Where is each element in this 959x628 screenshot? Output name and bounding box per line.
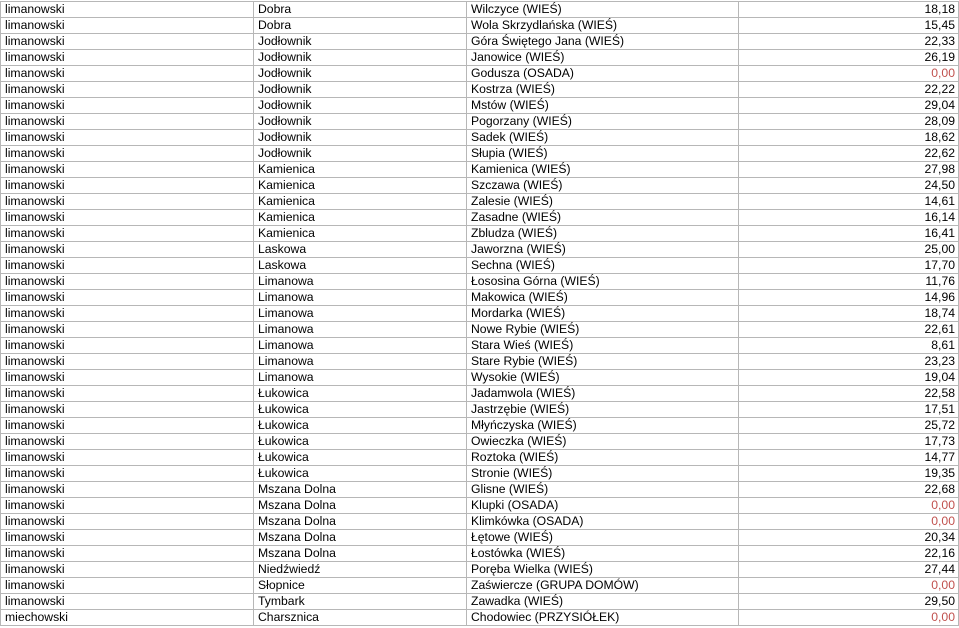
cell-wartosc: 11,76: [739, 274, 959, 290]
cell-powiat: limanowski: [1, 354, 254, 370]
cell-miejscowosc: Klimkówka (OSADA): [467, 514, 739, 530]
cell-wartosc: 22,16: [739, 546, 959, 562]
table-row: [1, 466, 959, 482]
cell-miejscowosc: Wola Skrzydlańska (WIEŚ): [467, 18, 739, 34]
cell-wartosc: 28,09: [739, 114, 959, 130]
table-row: [1, 146, 959, 162]
cell-gmina: Łukowica: [254, 386, 467, 402]
cell-miejscowosc: Szczawa (WIEŚ): [467, 178, 739, 194]
cell-gmina: Jodłownik: [254, 114, 467, 130]
cell-gmina: Jodłownik: [254, 98, 467, 114]
table-row: [1, 50, 959, 66]
cell-gmina: Limanowa: [254, 338, 467, 354]
cell-wartosc: 19,04: [739, 370, 959, 386]
cell-gmina: Mszana Dolna: [254, 514, 467, 530]
cell-powiat: limanowski: [1, 258, 254, 274]
cell-miejscowosc: Zaświercze (GRUPA DOMÓW): [467, 578, 739, 594]
cell-wartosc: 0,00: [739, 498, 959, 514]
cell-miejscowosc: Młyńczyska (WIEŚ): [467, 418, 739, 434]
cell-wartosc: 18,62: [739, 130, 959, 146]
cell-wartosc: 25,72: [739, 418, 959, 434]
cell-wartosc: 8,61: [739, 338, 959, 354]
cell-wartosc: 27,98: [739, 162, 959, 178]
cell-wartosc: 22,33: [739, 34, 959, 50]
cell-powiat: limanowski: [1, 498, 254, 514]
cell-miejscowosc: Roztoka (WIEŚ): [467, 450, 739, 466]
cell-wartosc: 26,19: [739, 50, 959, 66]
cell-wartosc: 17,51: [739, 402, 959, 418]
cell-wartosc: 18,74: [739, 306, 959, 322]
cell-miejscowosc: Mstów (WIEŚ): [467, 98, 739, 114]
cell-gmina: Limanowa: [254, 370, 467, 386]
cell-gmina: Kamienica: [254, 162, 467, 178]
cell-powiat: limanowski: [1, 210, 254, 226]
table-row: [1, 610, 959, 626]
table-row: [1, 178, 959, 194]
cell-gmina: Dobra: [254, 2, 467, 18]
cell-gmina: Jodłownik: [254, 130, 467, 146]
cell-powiat: limanowski: [1, 594, 254, 610]
cell-wartosc: 15,45: [739, 18, 959, 34]
cell-miejscowosc: Łostówka (WIEŚ): [467, 546, 739, 562]
cell-miejscowosc: Poręba Wielka (WIEŚ): [467, 562, 739, 578]
cell-powiat: limanowski: [1, 194, 254, 210]
cell-gmina: Tymbark: [254, 594, 467, 610]
cell-gmina: Limanowa: [254, 354, 467, 370]
cell-wartosc: 29,50: [739, 594, 959, 610]
cell-powiat: limanowski: [1, 514, 254, 530]
table-row: [1, 290, 959, 306]
cell-miejscowosc: Góra Świętego Jana (WIEŚ): [467, 34, 739, 50]
table-row: [1, 210, 959, 226]
table-row: [1, 130, 959, 146]
cell-gmina: Jodłownik: [254, 34, 467, 50]
cell-wartosc: 20,34: [739, 530, 959, 546]
table-row: [1, 338, 959, 354]
cell-wartosc: 25,00: [739, 242, 959, 258]
table-row: [1, 226, 959, 242]
table-row: [1, 66, 959, 82]
cell-gmina: Kamienica: [254, 178, 467, 194]
table-row: [1, 514, 959, 530]
cell-wartosc: 22,22: [739, 82, 959, 98]
table-row: [1, 258, 959, 274]
cell-wartosc: 0,00: [739, 610, 959, 626]
cell-miejscowosc: Łętowe (WIEŚ): [467, 530, 739, 546]
cell-powiat: limanowski: [1, 18, 254, 34]
cell-wartosc: 16,14: [739, 210, 959, 226]
cell-miejscowosc: Wilczyce (WIEŚ): [467, 2, 739, 18]
cell-powiat: limanowski: [1, 546, 254, 562]
cell-gmina: Mszana Dolna: [254, 546, 467, 562]
cell-miejscowosc: Kostrza (WIEŚ): [467, 82, 739, 98]
table-row: [1, 18, 959, 34]
cell-wartosc: 27,44: [739, 562, 959, 578]
cell-powiat: limanowski: [1, 418, 254, 434]
cell-powiat: limanowski: [1, 402, 254, 418]
cell-powiat: limanowski: [1, 130, 254, 146]
cell-gmina: Mszana Dolna: [254, 498, 467, 514]
cell-gmina: Limanowa: [254, 290, 467, 306]
table-row: [1, 370, 959, 386]
cell-powiat: limanowski: [1, 2, 254, 18]
cell-miejscowosc: Godusza (OSADA): [467, 66, 739, 82]
cell-powiat: limanowski: [1, 50, 254, 66]
cell-miejscowosc: Mordarka (WIEŚ): [467, 306, 739, 322]
cell-powiat: limanowski: [1, 274, 254, 290]
cell-gmina: Jodłownik: [254, 50, 467, 66]
table-row: [1, 306, 959, 322]
cell-wartosc: 29,04: [739, 98, 959, 114]
cell-powiat: limanowski: [1, 466, 254, 482]
cell-powiat: limanowski: [1, 562, 254, 578]
cell-powiat: limanowski: [1, 146, 254, 162]
cell-powiat: limanowski: [1, 434, 254, 450]
cell-powiat: limanowski: [1, 98, 254, 114]
table-row: [1, 530, 959, 546]
cell-wartosc: 18,18: [739, 2, 959, 18]
cell-wartosc: 22,62: [739, 146, 959, 162]
cell-powiat: limanowski: [1, 226, 254, 242]
cell-gmina: Limanowa: [254, 274, 467, 290]
cell-powiat: miechowski: [1, 610, 254, 626]
cell-miejscowosc: Owieczka (WIEŚ): [467, 434, 739, 450]
cell-gmina: Łukowica: [254, 418, 467, 434]
cell-wartosc: 17,73: [739, 434, 959, 450]
cell-miejscowosc: Łososina Górna (WIEŚ): [467, 274, 739, 290]
cell-powiat: limanowski: [1, 34, 254, 50]
cell-wartosc: 14,96: [739, 290, 959, 306]
cell-miejscowosc: Jadamwola (WIEŚ): [467, 386, 739, 402]
cell-wartosc: 22,68: [739, 482, 959, 498]
cell-gmina: Limanowa: [254, 306, 467, 322]
cell-miejscowosc: Sadek (WIEŚ): [467, 130, 739, 146]
cell-miejscowosc: Jaworzna (WIEŚ): [467, 242, 739, 258]
cell-gmina: Łukowica: [254, 450, 467, 466]
cell-miejscowosc: Janowice (WIEŚ): [467, 50, 739, 66]
table-row: [1, 578, 959, 594]
cell-wartosc: 17,70: [739, 258, 959, 274]
table-row: [1, 274, 959, 290]
table-row: [1, 594, 959, 610]
cell-powiat: limanowski: [1, 322, 254, 338]
table-row: [1, 322, 959, 338]
cell-miejscowosc: Klupki (OSADA): [467, 498, 739, 514]
cell-miejscowosc: Glisne (WIEŚ): [467, 482, 739, 498]
table-row: [1, 82, 959, 98]
cell-powiat: limanowski: [1, 450, 254, 466]
table-row: [1, 386, 959, 402]
table-row: [1, 434, 959, 450]
cell-miejscowosc: Słupia (WIEŚ): [467, 146, 739, 162]
cell-powiat: limanowski: [1, 290, 254, 306]
cell-powiat: limanowski: [1, 306, 254, 322]
cell-miejscowosc: Zalesie (WIEŚ): [467, 194, 739, 210]
cell-wartosc: 22,61: [739, 322, 959, 338]
cell-miejscowosc: Nowe Rybie (WIEŚ): [467, 322, 739, 338]
table-row: [1, 114, 959, 130]
cell-gmina: Jodłownik: [254, 82, 467, 98]
cell-powiat: limanowski: [1, 242, 254, 258]
cell-powiat: limanowski: [1, 578, 254, 594]
cell-gmina: Kamienica: [254, 210, 467, 226]
cell-gmina: Laskowa: [254, 242, 467, 258]
cell-gmina: Kamienica: [254, 194, 467, 210]
cell-powiat: limanowski: [1, 66, 254, 82]
cell-gmina: Niedźwiedź: [254, 562, 467, 578]
cell-wartosc: 22,58: [739, 386, 959, 402]
cell-gmina: Jodłownik: [254, 66, 467, 82]
cell-wartosc: 0,00: [739, 578, 959, 594]
cell-gmina: Laskowa: [254, 258, 467, 274]
cell-wartosc: 14,61: [739, 194, 959, 210]
cell-gmina: Jodłownik: [254, 146, 467, 162]
cell-wartosc: 0,00: [739, 514, 959, 530]
cell-miejscowosc: Stronie (WIEŚ): [467, 466, 739, 482]
cell-powiat: limanowski: [1, 162, 254, 178]
cell-wartosc: 19,35: [739, 466, 959, 482]
table-body: [1, 2, 959, 626]
table-row: [1, 162, 959, 178]
cell-gmina: Limanowa: [254, 322, 467, 338]
cell-wartosc: 0,00: [739, 66, 959, 82]
cell-gmina: Łukowica: [254, 466, 467, 482]
table-row: [1, 546, 959, 562]
cell-miejscowosc: Pogorzany (WIEŚ): [467, 114, 739, 130]
cell-miejscowosc: Zbludza (WIEŚ): [467, 226, 739, 242]
cell-wartosc: 24,50: [739, 178, 959, 194]
data-table: [0, 1, 959, 626]
table-row: [1, 354, 959, 370]
cell-gmina: Kamienica: [254, 226, 467, 242]
cell-powiat: limanowski: [1, 82, 254, 98]
cell-powiat: limanowski: [1, 178, 254, 194]
table-row: [1, 498, 959, 514]
cell-miejscowosc: Jastrzębie (WIEŚ): [467, 402, 739, 418]
cell-miejscowosc: Kamienica (WIEŚ): [467, 162, 739, 178]
cell-wartosc: 23,23: [739, 354, 959, 370]
table-row: [1, 482, 959, 498]
cell-powiat: limanowski: [1, 114, 254, 130]
table-row: [1, 242, 959, 258]
cell-powiat: limanowski: [1, 386, 254, 402]
cell-gmina: Łukowica: [254, 402, 467, 418]
cell-miejscowosc: Sechna (WIEŚ): [467, 258, 739, 274]
cell-wartosc: 16,41: [739, 226, 959, 242]
cell-miejscowosc: Wysokie (WIEŚ): [467, 370, 739, 386]
table-row: [1, 2, 959, 18]
cell-miejscowosc: Zawadka (WIEŚ): [467, 594, 739, 610]
table-row: [1, 34, 959, 50]
cell-gmina: Łukowica: [254, 434, 467, 450]
cell-miejscowosc: Stara Wieś (WIEŚ): [467, 338, 739, 354]
cell-miejscowosc: Makowica (WIEŚ): [467, 290, 739, 306]
cell-powiat: limanowski: [1, 530, 254, 546]
table-row: [1, 562, 959, 578]
cell-gmina: Mszana Dolna: [254, 482, 467, 498]
cell-gmina: Słopnice: [254, 578, 467, 594]
cell-powiat: limanowski: [1, 482, 254, 498]
table-row: [1, 98, 959, 114]
cell-gmina: Charsznica: [254, 610, 467, 626]
table-row: [1, 450, 959, 466]
cell-powiat: limanowski: [1, 338, 254, 354]
table-row: [1, 418, 959, 434]
cell-miejscowosc: Chodowiec (PRZYSIÓŁEK): [467, 610, 739, 626]
cell-wartosc: 14,77: [739, 450, 959, 466]
table-row: [1, 194, 959, 210]
cell-gmina: Mszana Dolna: [254, 530, 467, 546]
cell-miejscowosc: Stare Rybie (WIEŚ): [467, 354, 739, 370]
cell-powiat: limanowski: [1, 370, 254, 386]
cell-miejscowosc: Zasadne (WIEŚ): [467, 210, 739, 226]
table-row: [1, 402, 959, 418]
cell-gmina: Dobra: [254, 18, 467, 34]
